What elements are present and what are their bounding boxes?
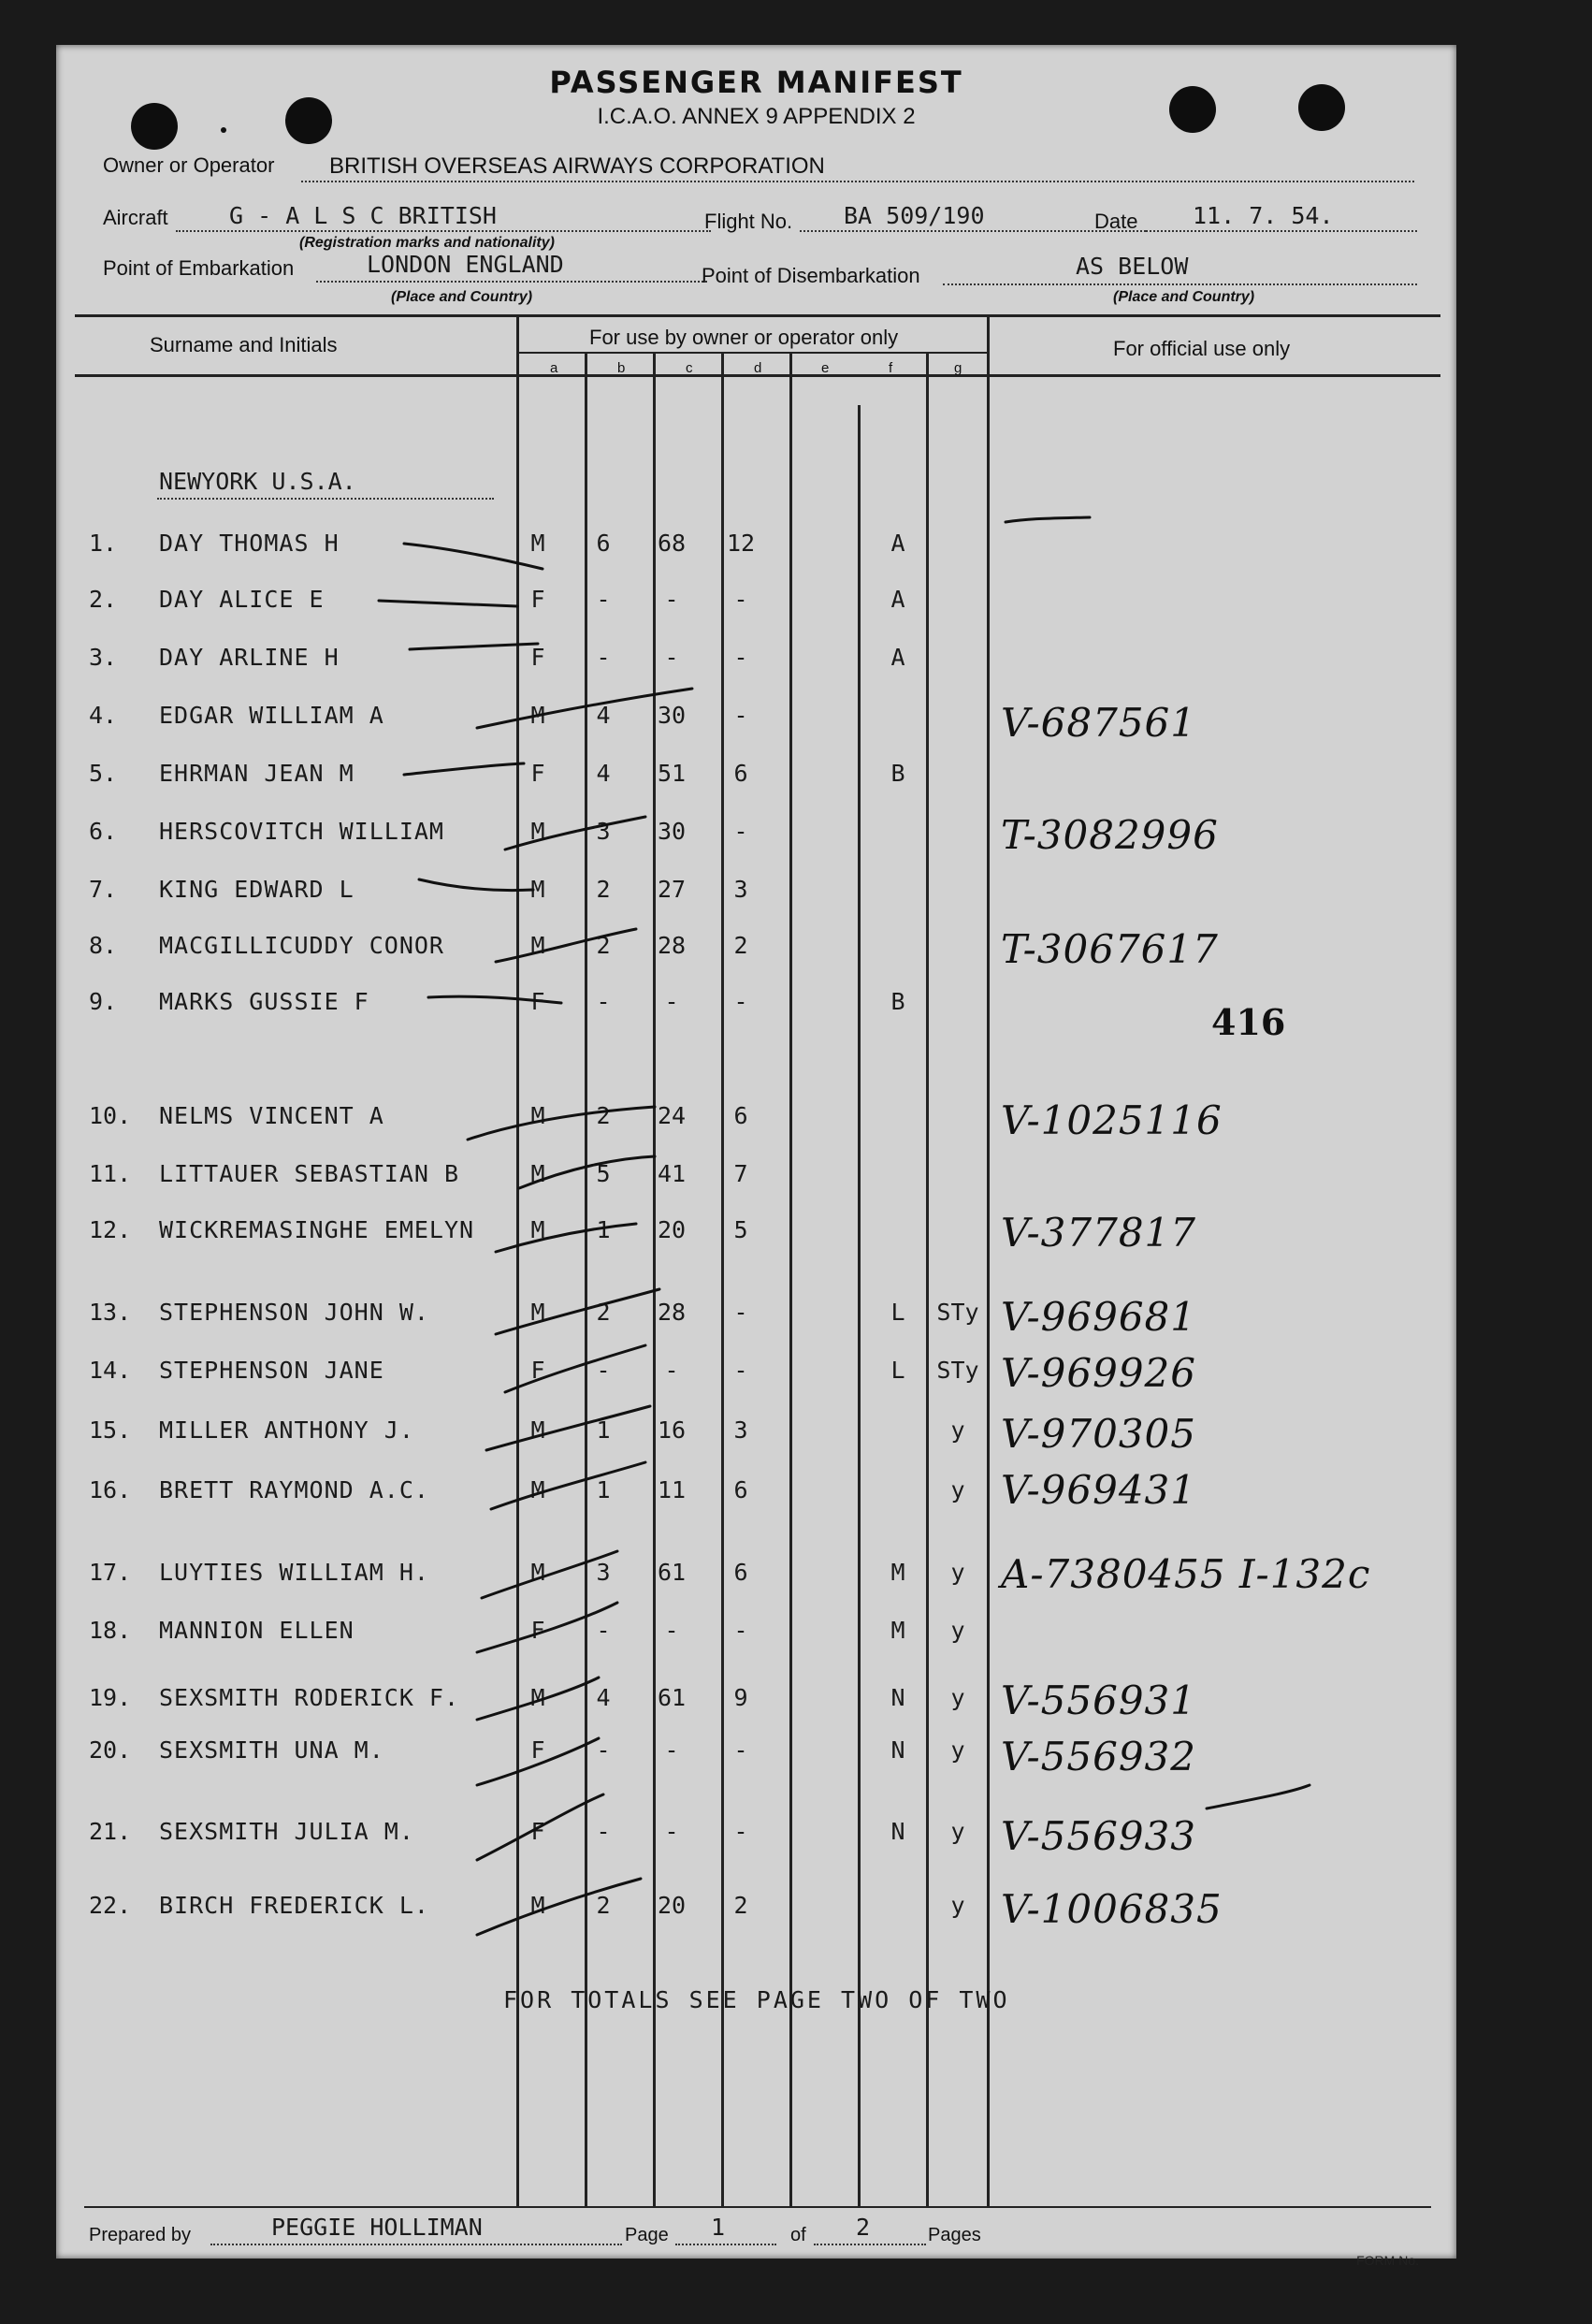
- official-entry: V-377817: [1001, 1210, 1196, 1256]
- col-g-value: y: [950, 1818, 965, 1845]
- col-d-value: 12: [726, 530, 756, 557]
- pen-mark: [496, 1289, 659, 1334]
- owner-label: Owner or Operator: [103, 153, 275, 177]
- col-a-value: F: [530, 1357, 545, 1384]
- pen-mark: [477, 1603, 617, 1652]
- passenger-name: EHRMAN JEAN M: [159, 760, 355, 787]
- of-value: 2: [856, 2214, 871, 2241]
- row-number: 3.: [89, 644, 118, 671]
- official-entry: V-969681: [1001, 1294, 1196, 1340]
- col-letter-g: g: [954, 360, 962, 376]
- col-letter-a: a: [550, 360, 558, 376]
- col-c-value: 41: [657, 1160, 687, 1187]
- col-b-value: -: [596, 1818, 611, 1845]
- col-a-value: M: [530, 1299, 545, 1326]
- embark-label: Point of Embarkation: [103, 256, 295, 280]
- row-number: 13.: [89, 1299, 132, 1326]
- aircraft-label: Aircraft: [103, 206, 168, 229]
- col-d-value: 3: [733, 1416, 748, 1444]
- col-d-value: -: [733, 1736, 748, 1764]
- row-number: 18.: [89, 1617, 132, 1644]
- totals-note: FOR TOTALS SEE PAGE TWO OF TWO: [503, 1986, 1010, 2013]
- pen-mark: [379, 601, 517, 606]
- pen-mark: [477, 1678, 599, 1720]
- passenger-name: KING EDWARD L: [159, 876, 355, 903]
- col-a-value: M: [530, 1684, 545, 1711]
- col-c-value: 27: [657, 876, 687, 903]
- col-c-value: -: [664, 1736, 679, 1764]
- row-number: 1.: [89, 530, 118, 557]
- col-b-value: -: [596, 1357, 611, 1384]
- pen-mark: [419, 879, 533, 891]
- col-b-value: 4: [596, 1684, 611, 1711]
- col-g-value: y: [950, 1617, 965, 1644]
- col-c-value: 30: [657, 818, 687, 845]
- col-a-value: F: [530, 1736, 545, 1764]
- col-d-value: -: [733, 988, 748, 1015]
- form-title: PASSENGER MANIFEST: [549, 65, 963, 100]
- col-b-value: 2: [596, 932, 611, 959]
- official-entry: A-7380455 I-132c: [1001, 1551, 1371, 1597]
- col-a-value: M: [530, 932, 545, 959]
- pen-mark: [505, 1345, 645, 1392]
- col-f-value: B: [890, 988, 905, 1015]
- col-f-value: M: [890, 1617, 905, 1644]
- pen-mark: [505, 817, 645, 850]
- col-a-value: M: [530, 530, 545, 557]
- col-d-value: 2: [733, 1892, 748, 1919]
- date-label: Date: [1094, 210, 1138, 233]
- row-number: 15.: [89, 1416, 132, 1444]
- col-letter-c: c: [686, 360, 693, 376]
- col-d-value: 6: [733, 760, 748, 787]
- pen-mark: [404, 544, 543, 569]
- col-d-value: -: [733, 1299, 748, 1326]
- row-number: 7.: [89, 876, 118, 903]
- col-b-value: -: [596, 988, 611, 1015]
- row-number: 4.: [89, 702, 118, 729]
- col-c-value: 68: [657, 530, 687, 557]
- official-entry: T-3082996: [1001, 812, 1219, 858]
- col-a-value: M: [530, 1216, 545, 1243]
- official-entry: V-1006835: [1001, 1886, 1223, 1932]
- passenger-name: DAY ARLINE H: [159, 644, 340, 671]
- passenger-name: EDGAR WILLIAM A: [159, 702, 384, 729]
- col-c-value: -: [664, 586, 679, 613]
- pen-mark: [496, 929, 636, 962]
- prepared-value: PEGGIE HOLLIMAN: [271, 2214, 483, 2241]
- of-label: of: [790, 2225, 806, 2245]
- col-d-value: -: [733, 1617, 748, 1644]
- col-c-value: -: [664, 988, 679, 1015]
- passenger-name: BRETT RAYMOND A.C.: [159, 1476, 429, 1503]
- pen-mark: [482, 1551, 617, 1598]
- col-c-value: 24: [657, 1102, 687, 1129]
- col-f-value: A: [890, 530, 905, 557]
- footer-rule: [84, 2206, 1431, 2208]
- official-entry: V-1025116: [1001, 1097, 1223, 1143]
- official-entry: T-3067617: [1001, 926, 1219, 972]
- page-stamp: 416: [1211, 1001, 1286, 1043]
- passenger-name: MANNION ELLEN: [159, 1617, 355, 1644]
- pen-mark: [410, 644, 538, 649]
- col-d-value: 3: [733, 876, 748, 903]
- col-a-value: F: [530, 760, 545, 787]
- col-d-value: 5: [733, 1216, 748, 1243]
- owner-value: BRITISH OVERSEAS AIRWAYS CORPORATION: [329, 153, 825, 179]
- pen-mark: [477, 1794, 603, 1860]
- registration-note: (Registration marks and nationality): [299, 235, 555, 251]
- passenger-name: SEXSMITH RODERICK F.: [159, 1684, 460, 1711]
- manifest-sheet: [56, 45, 1456, 2268]
- row-number: 5.: [89, 760, 118, 787]
- col-b-value: 1: [596, 1476, 611, 1503]
- pen-mark: [491, 1462, 645, 1509]
- row-number: 14.: [89, 1357, 132, 1384]
- col-a-value: M: [530, 818, 545, 845]
- row-number: 22.: [89, 1892, 132, 1919]
- col-letter-e: e: [821, 360, 830, 376]
- col-d-value: -: [733, 702, 748, 729]
- col-b-value: -: [596, 1617, 611, 1644]
- col-g-value: STy: [936, 1299, 979, 1326]
- col-a-value: M: [530, 1892, 545, 1919]
- col-a-value: F: [530, 644, 545, 671]
- passenger-name: LITTAUER SEBASTIAN B: [159, 1160, 460, 1187]
- col-b-value: -: [596, 644, 611, 671]
- pen-mark: [496, 1224, 636, 1252]
- col-g-value: y: [950, 1476, 965, 1503]
- col-c-value: 28: [657, 932, 687, 959]
- col-a-value: M: [530, 702, 545, 729]
- col-b-value: 4: [596, 702, 611, 729]
- col-c-value: 11: [657, 1476, 687, 1503]
- col-a-value: M: [530, 1476, 545, 1503]
- col-c-value: 16: [657, 1416, 687, 1444]
- passenger-name: NELMS VINCENT A: [159, 1102, 384, 1129]
- col-c-value: -: [664, 1357, 679, 1384]
- aircraft-value: G - A L S C BRITISH: [229, 202, 497, 229]
- col-a-value: F: [530, 988, 545, 1015]
- row-number: 2.: [89, 586, 118, 613]
- flight-label: Flight No.: [704, 210, 793, 233]
- col-g-value: y: [950, 1736, 965, 1764]
- col-f-value: N: [890, 1684, 905, 1711]
- passenger-name: HERSCOVITCH WILLIAM: [159, 818, 444, 845]
- col-b-value: 2: [596, 1102, 611, 1129]
- col-d-value: -: [733, 1818, 748, 1845]
- page-label: Page: [625, 2225, 669, 2245]
- form-subtitle: I.C.A.O. ANNEX 9 APPENDIX 2: [597, 104, 916, 129]
- col-a-value: M: [530, 1416, 545, 1444]
- pen-mark: [1006, 517, 1090, 522]
- form-number: FORM No.: [1356, 2253, 1419, 2268]
- col-c-value: -: [664, 644, 679, 671]
- official-entry: V-556932: [1001, 1734, 1196, 1779]
- col-a-value: F: [530, 1617, 545, 1644]
- col-b-value: 3: [596, 1559, 611, 1586]
- col-a-value: F: [530, 1818, 545, 1845]
- official-entry: V-969431: [1001, 1467, 1196, 1513]
- col-d-value: 6: [733, 1476, 748, 1503]
- col-b-value: 2: [596, 1299, 611, 1326]
- col-c-value: 20: [657, 1216, 687, 1243]
- flight-value: BA 509/190: [844, 202, 985, 229]
- of-line: [814, 2244, 926, 2245]
- embark-value: LONDON ENGLAND: [367, 251, 564, 278]
- col-d-value: 2: [733, 932, 748, 959]
- passenger-name: LUYTIES WILLIAM H.: [159, 1559, 429, 1586]
- col-b-value: 1: [596, 1216, 611, 1243]
- page-line: [675, 2244, 776, 2245]
- col-c-value: 30: [657, 702, 687, 729]
- official-entry: V-556931: [1001, 1678, 1196, 1723]
- col-a-value: M: [530, 1160, 545, 1187]
- col-a-value: F: [530, 586, 545, 613]
- passenger-name: MACGILLICUDDY CONOR: [159, 932, 444, 959]
- col-f-value: M: [890, 1559, 905, 1586]
- passenger-name: STEPHENSON JANE: [159, 1357, 384, 1384]
- col-d-value: -: [733, 1357, 748, 1384]
- col-d-value: -: [733, 644, 748, 671]
- pen-mark: [428, 996, 561, 1003]
- passenger-name: MILLER ANTHONY J.: [159, 1416, 414, 1444]
- official-entry: V-969926: [1001, 1350, 1196, 1396]
- col-b-value: 1: [596, 1416, 611, 1444]
- col-d-value: 6: [733, 1559, 748, 1586]
- col-a-value: M: [530, 876, 545, 903]
- date-value: 11. 7. 54.: [1193, 202, 1334, 229]
- col-f-value: A: [890, 644, 905, 671]
- page-value: 1: [711, 2214, 726, 2241]
- passenger-name: DAY THOMAS H: [159, 530, 340, 557]
- owner-use-heading: For use by owner or operator only: [589, 326, 899, 349]
- col-letter-b: b: [617, 360, 626, 376]
- prepared-line: [210, 2244, 622, 2245]
- col-d-value: 6: [733, 1102, 748, 1129]
- row-number: 19.: [89, 1684, 132, 1711]
- official-entry: V-687561: [1001, 700, 1196, 746]
- col-g-value: y: [950, 1892, 965, 1919]
- col-f-value: N: [890, 1818, 905, 1845]
- col-c-value: 51: [657, 760, 687, 787]
- col-g-value: y: [950, 1559, 965, 1586]
- passenger-name: SEXSMITH UNA M.: [159, 1736, 384, 1764]
- row-number: 9.: [89, 988, 118, 1015]
- pen-mark: [477, 689, 692, 728]
- col-d-value: -: [733, 818, 748, 845]
- col-d-value: -: [733, 586, 748, 613]
- col-a-value: M: [530, 1102, 545, 1129]
- official-entry: V-970305: [1001, 1411, 1196, 1457]
- pen-mark: [477, 1738, 599, 1785]
- col-b-value: 2: [596, 1892, 611, 1919]
- col-b-value: 5: [596, 1160, 611, 1187]
- row-number: 11.: [89, 1160, 132, 1187]
- col-b-value: 2: [596, 876, 611, 903]
- row-number: 21.: [89, 1818, 132, 1845]
- passenger-name: SEXSMITH JULIA M.: [159, 1818, 414, 1845]
- col-b-value: -: [596, 586, 611, 613]
- col-c-value: 61: [657, 1559, 687, 1586]
- official-use-heading: For official use only: [1113, 337, 1291, 360]
- col-a-value: M: [530, 1559, 545, 1586]
- pen-mark: [1207, 1785, 1310, 1808]
- row-number: 10.: [89, 1102, 132, 1129]
- col-c-value: -: [664, 1617, 679, 1644]
- row-number: 6.: [89, 818, 118, 845]
- disembark-value: AS BELOW: [1076, 253, 1189, 280]
- col-g-value: y: [950, 1416, 965, 1444]
- official-entry: V-556933: [1001, 1813, 1196, 1859]
- col-f-value: N: [890, 1736, 905, 1764]
- passenger-name: WICKREMASINGHE EMELYN: [159, 1216, 475, 1243]
- col-f-value: L: [890, 1357, 905, 1384]
- col-b-value: 4: [596, 760, 611, 787]
- pen-mark: [468, 1107, 655, 1140]
- col-d-value: 7: [733, 1160, 748, 1187]
- surname-heading: Surname and Initials: [150, 333, 338, 356]
- passenger-name: DAY ALICE E: [159, 586, 325, 613]
- col-letter-f: f: [889, 360, 893, 376]
- col-d-value: 9: [733, 1684, 748, 1711]
- col-c-value: -: [664, 1818, 679, 1845]
- pen-mark: [404, 763, 524, 775]
- row-number: 12.: [89, 1216, 132, 1243]
- passenger-name: MARKS GUSSIE F: [159, 988, 369, 1015]
- col-g-value: y: [950, 1684, 965, 1711]
- col-f-value: L: [890, 1299, 905, 1326]
- col-b-value: -: [596, 1736, 611, 1764]
- col-c-value: 28: [657, 1299, 687, 1326]
- col-b-value: 6: [596, 530, 611, 557]
- pen-mark: [519, 1156, 655, 1188]
- col-letter-d: d: [754, 360, 762, 376]
- passenger-name: STEPHENSON JOHN W.: [159, 1299, 429, 1326]
- row-number: 20.: [89, 1736, 132, 1764]
- row-number: 17.: [89, 1559, 132, 1586]
- col-g-value: STy: [936, 1357, 979, 1384]
- prepared-label: Prepared by: [89, 2225, 191, 2245]
- pen-marks: [56, 45, 1456, 2259]
- embark-note: (Place and Country): [391, 289, 533, 305]
- col-f-value: B: [890, 760, 905, 787]
- col-c-value: 61: [657, 1684, 687, 1711]
- pen-mark: [486, 1406, 650, 1450]
- pages-label: Pages: [928, 2225, 981, 2245]
- disembark-label: Point of Disembarkation: [702, 264, 920, 287]
- disembark-note: (Place and Country): [1113, 289, 1255, 305]
- destination-heading: NEWYORK U.S.A.: [159, 468, 356, 495]
- row-number: 8.: [89, 932, 118, 959]
- col-f-value: A: [890, 586, 905, 613]
- passenger-name: BIRCH FREDERICK L.: [159, 1892, 429, 1919]
- pen-mark: [477, 1879, 641, 1935]
- col-c-value: 20: [657, 1892, 687, 1919]
- row-number: 16.: [89, 1476, 132, 1503]
- col-b-value: 3: [596, 818, 611, 845]
